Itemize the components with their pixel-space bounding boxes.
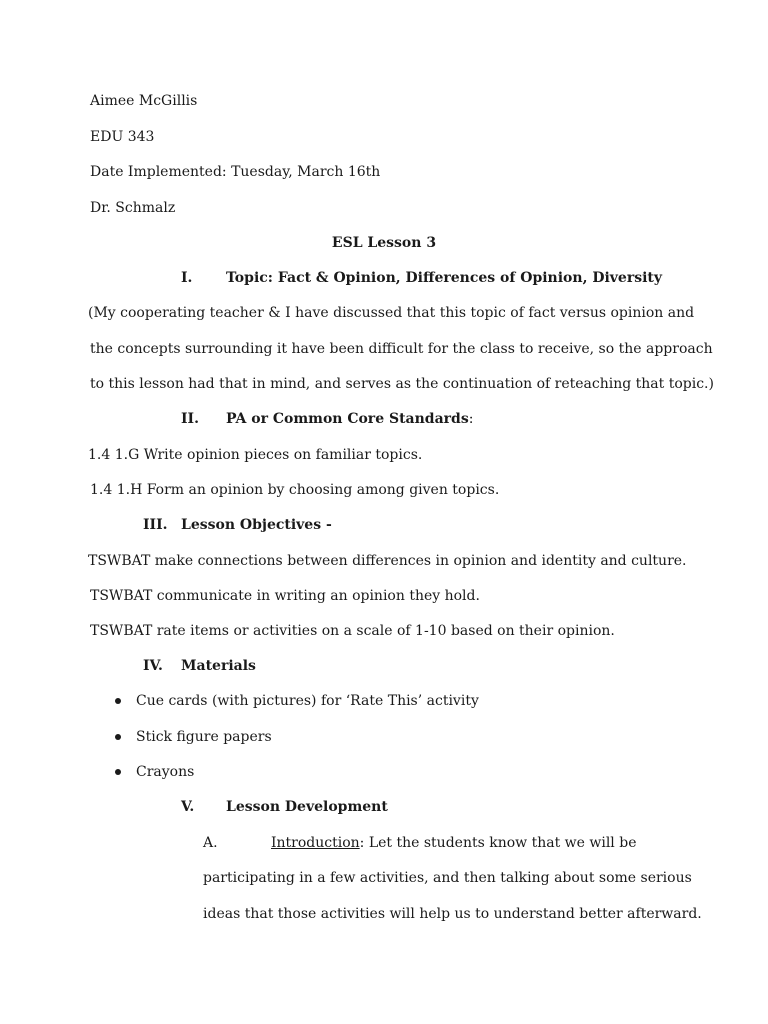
introduction-label: Introduction xyxy=(271,835,360,851)
bullet-icon xyxy=(115,769,121,775)
section-v-numeral: V. xyxy=(181,799,195,815)
topic-note-line: the concepts surrounding it have been difficult for the class to receive, so the approach xyxy=(90,341,713,357)
introduction-line: ideas that those activities will help us to understand better afterward. xyxy=(203,906,702,922)
section-iv-numeral: IV. xyxy=(143,658,163,674)
section-ii-numeral: II. xyxy=(181,411,199,427)
section-i-numeral: I. xyxy=(181,270,193,286)
objective-item: TSWBAT make connections between differences in opinion and identity and culture. xyxy=(88,553,687,569)
objective-item: TSWBAT rate items or activities on a scale of 1-10 based on their opinion. xyxy=(90,623,615,639)
author-name: Aimee McGillis xyxy=(90,93,198,109)
section-iii-numeral: III. xyxy=(143,517,168,533)
topic-note-line: to this lesson had that in mind, and serves as the continuation of reteaching that topic.) xyxy=(90,376,714,392)
section-v-heading: Lesson Development xyxy=(226,799,388,815)
standard-item: 1.4 1.H Form an opinion by choosing among given topics. xyxy=(90,482,500,498)
section-iv-heading: Materials xyxy=(181,658,256,674)
instructor-name: Dr. Schmalz xyxy=(90,200,176,216)
introduction-text: : Let the students know that we will be xyxy=(359,835,637,851)
subsection-a-first-line xyxy=(271,834,637,852)
material-item: Crayons xyxy=(136,764,195,780)
subsection-a-letter: A. xyxy=(203,835,218,851)
bullet-icon xyxy=(115,698,121,704)
section-ii-colon: : xyxy=(468,411,474,427)
topic-note-line: (My cooperating teacher & I have discussed that this topic of fact versus opinion and xyxy=(88,305,695,321)
material-item: Stick figure papers xyxy=(136,729,272,745)
date-implemented: Date Implemented: Tuesday, March 16th xyxy=(90,164,381,180)
material-item: Cue cards (with pictures) for ‘Rate This’ activity xyxy=(136,693,479,709)
section-iii-heading: Lesson Objectives - xyxy=(181,517,332,533)
objective-item: TSWBAT communicate in writing an opinion they hold. xyxy=(90,588,480,604)
bullet-icon xyxy=(115,734,121,740)
section-i-heading: Topic: Fact & Opinion, Differences of Opinion, Diversity xyxy=(226,270,662,286)
section-ii-heading: PA or Common Core Standards xyxy=(226,411,469,427)
section-ii-heading-wrap xyxy=(226,410,473,428)
course-code: EDU 343 xyxy=(90,129,155,145)
standard-item: 1.4 1.G Write opinion pieces on familiar topics. xyxy=(88,447,423,463)
introduction-line: participating in a few activities, and then talking about some serious xyxy=(203,870,692,886)
document-title: ESL Lesson 3 xyxy=(331,235,437,251)
